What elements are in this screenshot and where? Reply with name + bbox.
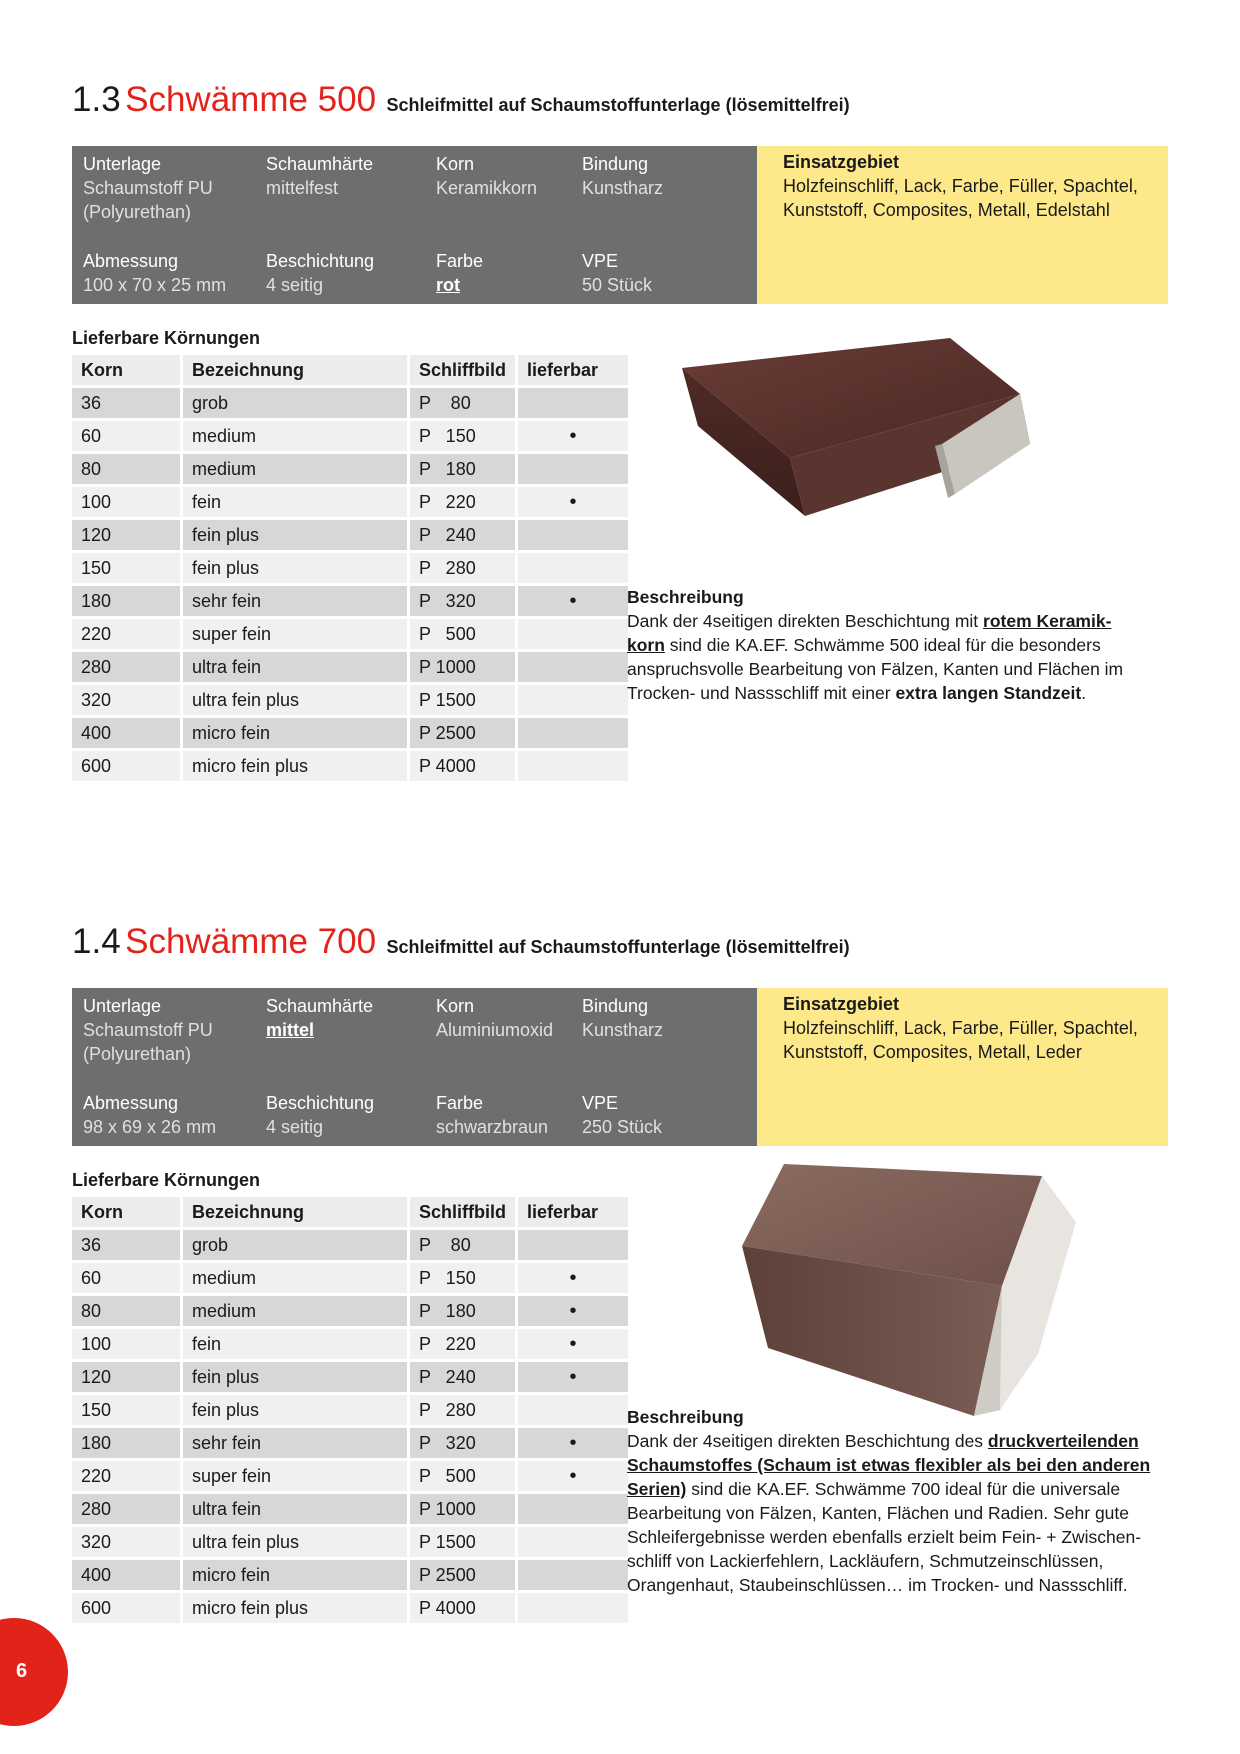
spec-korn [436,152,537,200]
spec-beschichtung [266,1091,374,1139]
available-cell [518,1494,628,1524]
product-subtitle: Schleifmittel auf Schaumstoffunterlage (lösemittelfrei) [386,937,850,957]
product-subtitle: Schleifmittel auf Schaumstoffunterlage (lösemittelfrei) [386,95,850,115]
spec-value: mittelfest [266,178,339,198]
spec-label: Einsatzgebiet [783,152,900,172]
spec-einsatzgebiet-box [757,146,1168,304]
table-row [72,1560,628,1590]
spec-abmessung [83,249,226,297]
table-row [72,1527,628,1557]
name-cell: medium [183,421,407,451]
p-grade-cell: P 500 [410,619,515,649]
p-grade-cell: P 2500 [410,1560,515,1590]
available-cell [518,685,628,715]
name-cell: sehr fein [183,1428,407,1458]
column-header: Bezeichnung [183,1197,407,1227]
spec-label: Farbe [436,251,484,271]
name-cell: ultra fein plus [183,685,407,715]
section-schwaemme-700 [72,922,1168,1618]
description-text: sind die KA.EF. Schwämme 700 ideal für die universale [686,1479,1121,1499]
description-text: Dank der 4seitigen direkten Beschichtung des [627,1431,988,1451]
table-row [72,1362,628,1392]
spec-einsatzgebiet [783,992,1138,1064]
name-cell: sehr fein [183,586,407,616]
column-header: Schliffbild [410,355,515,385]
product-name: Schwämme 500 [125,80,377,119]
name-cell: micro fein plus [183,1593,407,1623]
spec-label: Einsatzgebiet [783,994,900,1014]
available-cell [518,388,628,418]
available-cell: • [518,421,628,451]
grit-cell: 400 [72,1560,180,1590]
available-cell [518,751,628,781]
table-row [72,388,628,418]
table-row [72,718,628,748]
p-grade-cell: P 240 [410,520,515,550]
spec-panel [72,988,1168,1146]
table-row [72,586,628,616]
spec-farbe [436,249,483,297]
column-header: Korn [72,1197,180,1227]
grit-table-header [72,1197,628,1227]
spec-vpe [582,249,652,297]
spec-label: Beschichtung [266,251,375,271]
spec-schaumhaerte [266,152,373,200]
available-cell [518,1560,628,1590]
description-text: Bearbeitung von Fälzen, Kanten, Flächen und Radien. Sehr gute [627,1503,1130,1523]
spec-vpe [582,1091,662,1139]
spec-value: Aluminiumoxid [436,1020,554,1040]
description-title: Beschreibung [627,1407,744,1427]
spec-korn [436,994,553,1042]
page-number: 6 [16,1660,28,1682]
spec-value: Kunstharz [582,178,664,198]
spec-label: Schaumhärte [266,154,374,174]
spec-value: mittel [266,1020,315,1040]
spec-value: 250 Stück [582,1117,663,1137]
spec-label: Unterlage [83,996,162,1016]
p-grade-cell: P 280 [410,1395,515,1425]
spec-value: (Polyurethan) [83,1044,192,1064]
section-number: 1.3 [72,80,121,119]
spec-grey-box [72,146,757,304]
description-highlight: Schaumstoffes (Schaum ist etwas flexibler als bei den anderen [627,1455,1151,1475]
spec-label: Abmessung [83,251,179,271]
p-grade-cell: P 4000 [410,751,515,781]
table-row [72,1593,628,1623]
spec-value: Kunstharz [582,1020,664,1040]
p-grade-cell: P 220 [410,487,515,517]
grit-cell: 100 [72,487,180,517]
spec-label: Unterlage [83,154,162,174]
grit-cell: 80 [72,454,180,484]
table-row [72,1461,628,1491]
grit-table [69,352,631,784]
spec-einsatzgebiet [783,150,1138,222]
name-cell: super fein [183,619,407,649]
spec-value: rot [436,275,460,295]
name-cell: fein plus [183,1362,407,1392]
description-text: Orangenhaut, Staubeinschlüssen… im Trocken- und Nassschliff. [627,1575,1128,1595]
description-highlight: Serien) [627,1479,687,1499]
spec-value: 4 seitig [266,275,324,295]
name-cell: ultra fein [183,1494,407,1524]
grit-cell: 120 [72,1362,180,1392]
grit-cell: 36 [72,388,180,418]
name-cell: medium [183,1296,407,1326]
spec-unterlage [83,152,213,224]
grit-cell: 180 [72,586,180,616]
spec-einsatzgebiet-box [757,988,1168,1146]
available-grits-title: Lieferbare Körnungen [72,328,261,348]
p-grade-cell: P 220 [410,1329,515,1359]
grit-cell: 120 [72,520,180,550]
table-row [72,1494,628,1524]
available-cell: • [518,1296,628,1326]
table-row [72,520,628,550]
table-row [72,1428,628,1458]
description-highlight: rotem Keramik- [983,611,1112,631]
page-number-badge [0,1618,68,1726]
grit-cell: 220 [72,1461,180,1491]
spec-label: VPE [582,1093,619,1113]
spec-value: Holzfeinschliff, Lack, Farbe, Füller, Spachtel, [783,1018,1138,1038]
spec-value: 4 seitig [266,1117,324,1137]
section-schwaemme-500 [72,80,1168,776]
p-grade-cell: P 80 [410,388,515,418]
spec-schaumhaerte [266,994,373,1042]
description-title: Beschreibung [627,587,744,607]
name-cell: grob [183,1230,407,1260]
p-grade-cell: P 1500 [410,685,515,715]
spec-label: Schaumhärte [266,996,374,1016]
p-grade-cell: P 1000 [410,652,515,682]
available-cell [518,1230,628,1260]
available-cell [518,553,628,583]
spec-value: Schaumstoff PU [83,1020,213,1040]
column-header: lieferbar [518,1197,628,1227]
table-row [72,487,628,517]
spec-abmessung [83,1091,216,1139]
available-cell: • [518,1263,628,1293]
spec-unterlage [83,994,213,1066]
column-header: Bezeichnung [183,355,407,385]
spec-label: VPE [582,251,619,271]
name-cell: fein [183,1329,407,1359]
table-row [72,1296,628,1326]
description [627,1405,1167,1597]
grit-cell: 60 [72,1263,180,1293]
column-header: Korn [72,355,180,385]
p-grade-cell: P 1500 [410,1527,515,1557]
table-row [72,1263,628,1293]
table-row [72,652,628,682]
available-cell [518,1395,628,1425]
spec-label: Farbe [436,1093,484,1113]
available-cell [518,520,628,550]
available-grits-title: Lieferbare Körnungen [72,1170,261,1190]
available-cell [518,1593,628,1623]
description-text: Dank der 4seitigen direkten Beschichtung mit [627,611,984,631]
grit-cell: 600 [72,751,180,781]
grit-cell: 150 [72,1395,180,1425]
spec-value: Kunststoff, Composites, Metall, Edelstahl [783,200,1110,220]
grit-cell: 320 [72,685,180,715]
spec-value: Keramikkorn [436,178,538,198]
table-row [72,454,628,484]
grit-cell: 220 [72,619,180,649]
spec-panel [72,146,1168,304]
grit-cell: 150 [72,553,180,583]
p-grade-cell: P 180 [410,454,515,484]
grit-cell: 280 [72,652,180,682]
description-text: schliff von Lackierfehlern, Lackläufern, Schmutzeinschlüssen, [627,1551,1104,1571]
p-grade-cell: P 150 [410,421,515,451]
grit-cell: 280 [72,1494,180,1524]
p-grade-cell: P 320 [410,1428,515,1458]
description-text: . [1081,683,1087,703]
description-text: sind die KA.EF. Schwämme 500 ideal für die besonders [664,635,1101,655]
name-cell: super fein [183,1461,407,1491]
p-grade-cell: P 4000 [410,1593,515,1623]
spec-value: schwarzbraun [436,1117,549,1137]
description-highlight: extra langen Standzeit [895,683,1082,703]
p-grade-cell: P 180 [410,1296,515,1326]
table-row [72,1230,628,1260]
grit-cell: 36 [72,1230,180,1260]
table-row [72,421,628,451]
name-cell: micro fein plus [183,751,407,781]
name-cell: grob [183,388,407,418]
spec-label: Abmessung [83,1093,179,1113]
name-cell: micro fein [183,718,407,748]
section-title [72,922,1168,972]
available-cell [518,718,628,748]
spec-value: Schaumstoff PU [83,178,213,198]
description-text: Trocken- und Nassschliff mit einer [627,683,896,703]
available-cell [518,652,628,682]
table-row [72,1329,628,1359]
description-highlight: druckverteilenden [987,1431,1139,1451]
name-cell: medium [183,1263,407,1293]
p-grade-cell: P 1000 [410,1494,515,1524]
sponge-photo-red [680,326,1110,556]
section-number: 1.4 [72,922,121,961]
grit-cell: 80 [72,1296,180,1326]
p-grade-cell: P 500 [410,1461,515,1491]
available-cell: • [518,1461,628,1491]
spec-label: Korn [436,996,475,1016]
name-cell: ultra fein plus [183,1527,407,1557]
name-cell: micro fein [183,1560,407,1590]
spec-value: Kunststoff, Composites, Metall, Leder [783,1042,1082,1062]
grit-cell: 180 [72,1428,180,1458]
spec-farbe [436,1091,548,1139]
description-highlight: korn [627,635,665,655]
available-cell [518,1527,628,1557]
available-cell [518,454,628,484]
p-grade-cell: P 80 [410,1230,515,1260]
table-row [72,751,628,781]
p-grade-cell: P 2500 [410,718,515,748]
name-cell: ultra fein [183,652,407,682]
spec-value: (Polyurethan) [83,202,192,222]
spec-bindung [582,152,663,200]
p-grade-cell: P 150 [410,1263,515,1293]
table-row [72,553,628,583]
table-row [72,1395,628,1425]
column-header: Schliffbild [410,1197,515,1227]
spec-bindung [582,994,663,1042]
description-text: anspruchsvolle Bearbeitung von Fälzen, Kanten und Flächen im [627,659,1124,679]
grit-cell: 60 [72,421,180,451]
name-cell: fein plus [183,1395,407,1425]
available-cell: • [518,487,628,517]
name-cell: fein plus [183,553,407,583]
table-row [72,619,628,649]
p-grade-cell: P 240 [410,1362,515,1392]
spec-value: 100 x 70 x 25 mm [83,275,227,295]
spec-beschichtung [266,249,374,297]
spec-value: 98 x 69 x 26 mm [83,1117,217,1137]
p-grade-cell: P 320 [410,586,515,616]
available-cell: • [518,1428,628,1458]
spec-grey-box [72,988,757,1146]
product-name: Schwämme 700 [125,922,377,961]
spec-value: 50 Stück [582,275,653,295]
table-row [72,685,628,715]
description-text: Schleifergebnisse werden ebenfalls erzielt beim Fein- + Zwischen- [627,1527,1142,1547]
available-cell [518,619,628,649]
p-grade-cell: P 280 [410,553,515,583]
available-cell: • [518,586,628,616]
grit-cell: 320 [72,1527,180,1557]
spec-label: Korn [436,154,475,174]
grit-cell: 100 [72,1329,180,1359]
spec-label: Beschichtung [266,1093,375,1113]
available-cell: • [518,1362,628,1392]
grit-table [69,1194,631,1626]
name-cell: fein plus [183,520,407,550]
spec-label: Bindung [582,996,649,1016]
available-cell: • [518,1329,628,1359]
description [627,585,1167,705]
name-cell: fein [183,487,407,517]
section-title [72,80,1168,130]
grit-table-header [72,355,628,385]
column-header: lieferbar [518,355,628,385]
spec-value: Holzfeinschliff, Lack, Farbe, Füller, Spachtel, [783,176,1138,196]
grit-cell: 400 [72,718,180,748]
spec-label: Bindung [582,154,649,174]
name-cell: medium [183,454,407,484]
grit-cell: 600 [72,1593,180,1623]
